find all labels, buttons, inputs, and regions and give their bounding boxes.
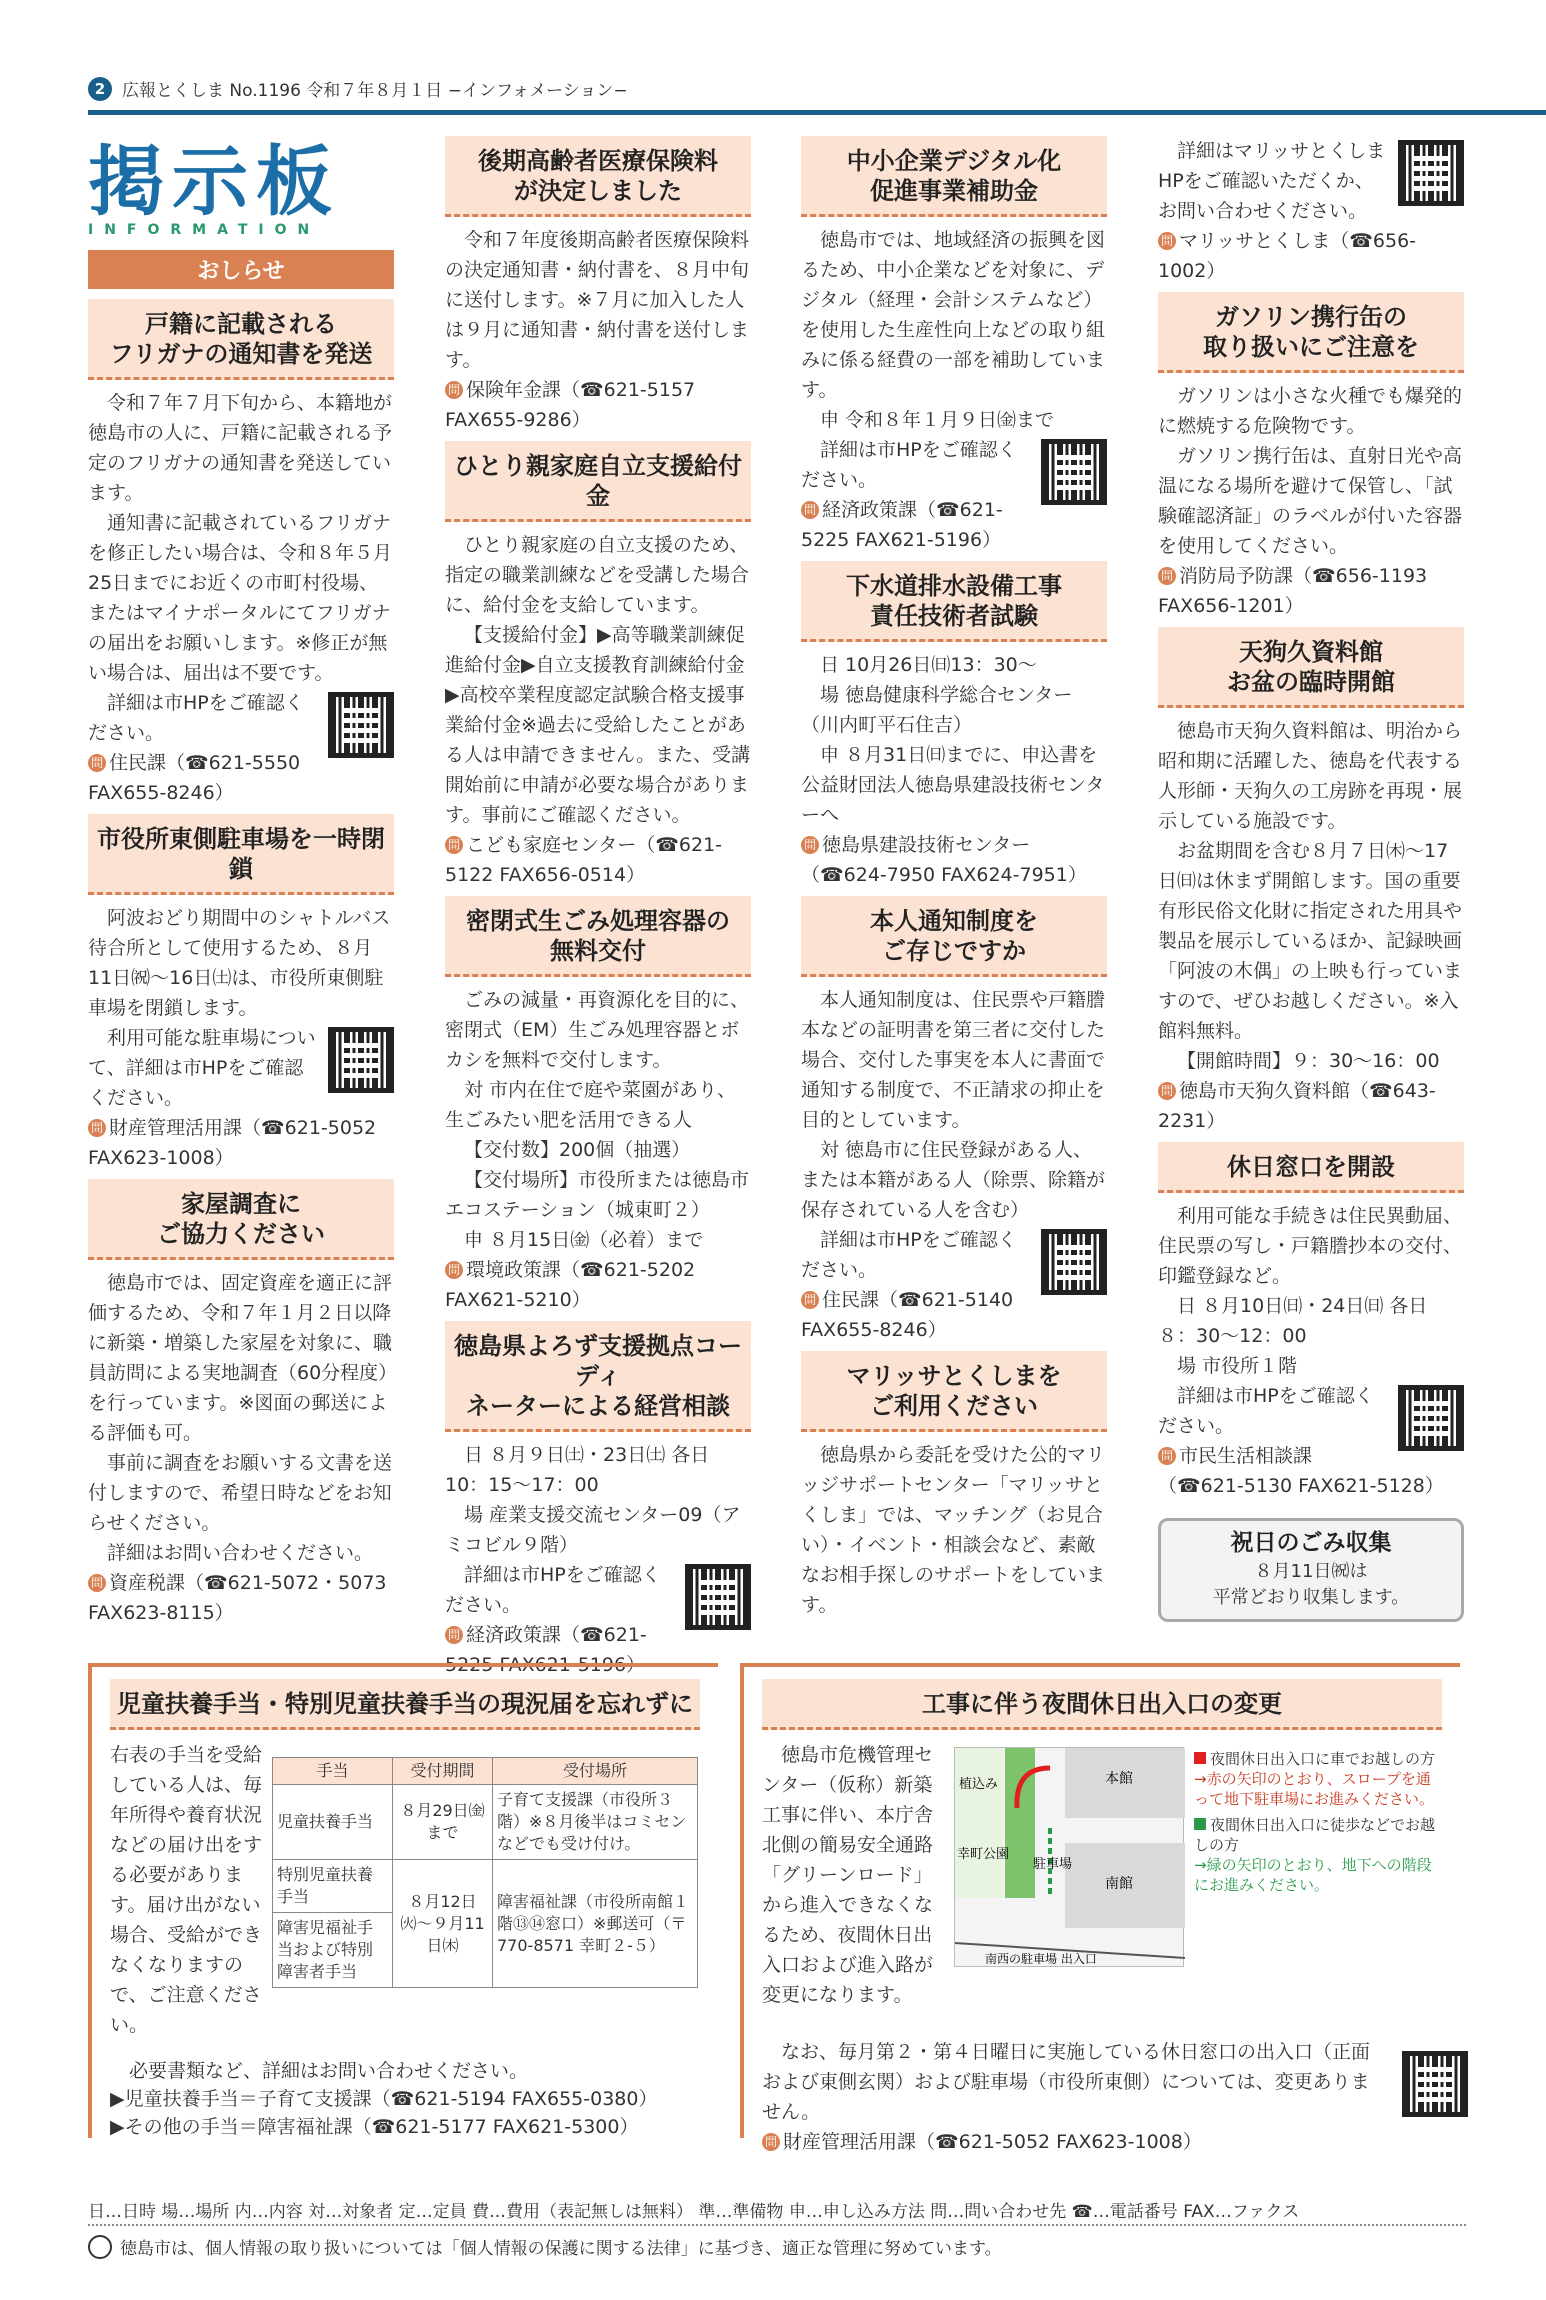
article-contact	[445, 375, 751, 435]
board-logo-sub: INFORMATION	[88, 222, 321, 238]
qr-code	[1402, 2051, 1468, 2117]
inquiry-icon: 問	[1158, 1447, 1176, 1465]
contact-text: 経済政策課（☎621-5225 FAX621-5196）	[445, 1624, 647, 1676]
article-paragraph: 詳細はお問い合わせください。	[107, 1542, 374, 1564]
entrance-contact: 財産管理活用課（☎621-5052 FAX623-1008）	[783, 2131, 1202, 2153]
article-title: 密閉式生ごみ処理容器の 無料交付	[445, 896, 751, 977]
inquiry-icon: 問	[1158, 567, 1176, 585]
article-contact	[801, 830, 1107, 890]
map-label: 南西の駐車場 出入口	[985, 1952, 1097, 1966]
article	[445, 136, 751, 435]
article-title: ひとり親家庭自立支援給付金	[445, 441, 751, 522]
entrance-text-2: なお、毎月第２・第４日曜日に実施している休日窓口の出入口（正面および東側玄関）および駐車場（市役所東側）については、変更ありません。	[762, 2041, 1371, 2123]
entrance-text: 徳島市危機管理センター（仮称）新築工事に伴い、本庁舎北側の簡易安全通路「グリーンロード」から進入できなくなるため、夜間休日出入口および進入路が変更になります。	[762, 1744, 934, 2006]
article-body	[1158, 381, 1464, 621]
article-paragraph: 対 徳島市に住民登録がある人、または本籍がある人（除票、除籍が保存されている人を含む）	[801, 1139, 1106, 1221]
contact-text: 徳島市天狗久資料館（☎643-2231）	[1158, 1080, 1436, 1132]
contact-text: 住民課（☎621-5550 FAX655-8246）	[88, 752, 301, 804]
article-body	[445, 1440, 751, 1680]
article-paragraph: 徳島市では、固定資産を適正に評価するため、令和７年１月２日以降に新築・増築した家屋を対象に、職員訪問による実地調査（60分程度）を行っています。※図面の郵送による評価も可。	[88, 1272, 393, 1444]
table-cell: 障害児福祉手当および特別障害者手当	[273, 1913, 393, 1988]
article-paragraph: 【交付数】200個（抽選）	[464, 1139, 691, 1161]
table-cell: 特別児童扶養手当	[273, 1860, 393, 1913]
article-paragraph: 申 令和８年１月９日㈮まで	[820, 409, 1055, 431]
inquiry-icon: 問	[1158, 1082, 1176, 1100]
allowance-contact-2: ▶その他の手当＝障害福祉課（☎621-5177 FAX621-5300）	[110, 2116, 639, 2138]
qr-code	[328, 692, 394, 758]
article	[88, 814, 394, 1173]
article-paragraph: 令和７年度後期高齢者医療保険料の決定通知書・納付書を、８月中旬に送付します。※７月に加入した人は９月に通知書・納付書を送付します。	[445, 229, 750, 371]
article	[445, 896, 751, 1315]
article	[1158, 627, 1464, 1136]
article-body	[801, 985, 1107, 1345]
article	[801, 136, 1107, 555]
article-contact	[445, 830, 751, 890]
inquiry-icon: 問	[801, 1291, 819, 1309]
legend-green-desc: →緑の矢印のとおり、地下への階段にお進みください。	[1194, 1856, 1432, 1894]
article-paragraph: 詳細は市HPをご確認ください。	[801, 439, 1017, 491]
article-paragraph: 詳細は市HPをご確認ください。	[1158, 1385, 1374, 1437]
entrance-title: 工事に伴う夜間休日出入口の変更	[762, 1679, 1442, 1730]
article-paragraph: 場 産業支援交流センター09（アミコビル９階）	[445, 1504, 741, 1556]
article-paragraph: 利用可能な手続きは住民異動届、住民票の写し・戸籍謄抄本の交付、印鑑登録など。	[1158, 1205, 1463, 1287]
article-title: 天狗久資料館 お盆の臨時開館	[1158, 627, 1464, 708]
park	[955, 1748, 1003, 1898]
contact-text: 住民課（☎621-5140 FAX655-8246）	[801, 1289, 1014, 1341]
th-allowance: 手当	[273, 1758, 393, 1785]
article-body	[88, 903, 394, 1173]
article-paragraph: 申 ８月31日㈰までに、申込書を公益財団法人徳島県建設技術センターへ	[801, 744, 1105, 826]
article	[801, 1351, 1107, 1620]
entrance-map	[954, 1747, 1184, 1967]
article-paragraph: ガソリンは小さな火種でも爆発的に燃焼する危険物です。	[1158, 385, 1463, 437]
article-paragraph: 詳細はマリッサとくしまHPをご確認いただくか、お問い合わせください。	[1158, 140, 1386, 222]
contact-text: 財産管理活用課（☎621-5052 FAX623-1008）	[88, 1117, 377, 1169]
article-contact	[1158, 561, 1464, 621]
article-paragraph: 【支援給付金】▶高等職業訓練促進給付金▶自立支援教育訓練給付金▶高校卒業程度認定試験合格支援事業給付金※過去に受給したことがある人は申請できません。また、受講開始前に申請が必要な場合があります。事前にご確認ください。	[445, 624, 751, 826]
map-label: 南館	[1105, 1876, 1133, 1892]
article	[445, 441, 751, 890]
article-paragraph: 詳細は市HPをご確認ください。	[88, 692, 304, 744]
th-place: 受付場所	[493, 1758, 698, 1785]
footer-legend: 日…日時 場…場所 内…内容 対…対象者 定…定員 費…費用（表記無しは無料） 準…準備物 申…申し込み方法 問…問い合わせ先 ☎…電話番号 FAX…ファクス	[88, 2202, 1300, 2222]
qr-code	[1398, 140, 1464, 206]
article-paragraph: ごみの減量・再資源化を目的に、密閉式（EM）生ごみ処理容器とボカシを無料で交付します。	[445, 989, 750, 1071]
column-4	[1158, 136, 1464, 1507]
page-number: 2	[88, 77, 112, 101]
article-body	[1158, 1201, 1464, 1501]
inquiry-icon: 問	[801, 836, 819, 854]
article-title: 市役所東側駐車場を一時閉鎖	[88, 814, 394, 895]
article-paragraph: 徳島市では、地域経済の振興を図るため、中小企業などを対象に、デジタル（経理・会計システムなど）を使用した生産性向上などの取り組みに係る経費の一部を補助しています。	[801, 229, 1106, 401]
entrance-box: 工事に伴う夜間休日出入口の変更 徳島市危機管理センター（仮称）新築工事に伴い、本庁舎北側の簡易安全通路「グリーンロード」から進入できなくなるため、夜間休日出入口および進入路が変更になります。 植込み 本館 幸町公園 駐車場 南館 南西の駐車場 出入口 夜間休日出入口に車でお越しの方 →赤の矢印のとおり、スロープを通って地下駐車場にお進みください。 夜間休日出入口に徒歩などでお越しの方 →緑の矢印のとおり、地下への階段にお進みください。 なお、毎月第２・第４日曜日に実施している休日窓口の出入口（正面および東側玄関）および駐車場（市役所東側）については、変更ありません。 問 財産管理活用課（☎621-5052 FAX623-1008）	[740, 1663, 1460, 2138]
article-contact	[88, 1568, 394, 1628]
article	[1158, 136, 1464, 286]
notice-body: ８月11日㈷は 平常どおり収集します。	[1212, 1561, 1410, 1608]
notice-title: 祝日のごみ収集	[1230, 1530, 1392, 1556]
header-text: 広報とくしま No.1196 令和７年８月１日 −インフォメーション−	[122, 81, 628, 101]
article-paragraph: 徳島県から委託を受けた公的マリッジサポートセンター「マリッサとくしま」では、マッチング（お見合い）・イベント・相談会など、素敵なお相手探しのサポートをしています。	[801, 1444, 1106, 1616]
article-contact	[1158, 1076, 1464, 1136]
legend-red: 夜間休日出入口に車でお越しの方	[1210, 1750, 1436, 1768]
footer-privacy	[88, 2234, 1002, 2259]
table-cell: 子育て支援課（市役所３階）※８月後半はコミセンなどでも受け付け。	[493, 1785, 698, 1860]
header-rule	[88, 110, 1546, 115]
contact-text: 消防局予防課（☎656-1193 FAX656-1201）	[1158, 565, 1428, 617]
inquiry-icon: 問	[88, 754, 106, 772]
map-label: 本館	[1105, 1771, 1133, 1787]
inquiry-icon: 問	[801, 501, 819, 519]
article-body	[801, 225, 1107, 555]
contact-text: 経済政策課（☎621-5225 FAX621-5196）	[801, 499, 1003, 551]
column-2	[445, 136, 751, 1686]
article-paragraph: 申 ８月15日㈮（必着）まで	[464, 1229, 704, 1251]
allowance-title: 児童扶養手当・特別児童扶養手当の現況届を忘れずに	[110, 1679, 700, 1730]
article-title: 戸籍に記載される フリガナの通知書を発送	[88, 299, 394, 380]
contact-text: 環境政策課（☎621-5202 FAX621-5210）	[445, 1259, 696, 1311]
qr-code	[1398, 1385, 1464, 1451]
article-body	[88, 1268, 394, 1628]
article-body	[1158, 716, 1464, 1136]
article-paragraph: 日 ８月９日㈯・23日㈯ 各日10：15〜17：00	[445, 1444, 710, 1496]
footer-rule	[88, 2224, 1466, 2226]
column-1	[88, 136, 394, 1634]
article-body	[88, 388, 394, 808]
th-period: 受付期間	[393, 1758, 493, 1785]
article-title: ガソリン携行缶の 取り扱いにご注意を	[1158, 292, 1464, 373]
inquiry-icon: 問	[445, 381, 463, 399]
article-title: 下水道排水設備工事 責任技術者試験	[801, 561, 1107, 642]
page-header	[88, 76, 628, 101]
inquiry-icon: 問	[445, 1626, 463, 1644]
article-title: 後期高齢者医療保険料 が決定しました	[445, 136, 751, 217]
inquiry-icon: 問	[88, 1119, 106, 1137]
contact-text: こども家庭センター（☎621-5122 FAX656-0514）	[445, 834, 723, 886]
article-body	[445, 225, 751, 435]
article-body	[1158, 136, 1464, 286]
article-body	[801, 1440, 1107, 1620]
contact-text: 資産税課（☎621-5072・5073 FAX623-8115）	[88, 1572, 387, 1624]
allowance-box	[88, 1663, 718, 2138]
article-title: 中小企業デジタル化 促進事業補助金	[801, 136, 1107, 217]
contact-text: マリッサとくしま（☎656-1002）	[1158, 230, 1417, 282]
article	[1158, 292, 1464, 621]
inquiry-icon: 問	[88, 1574, 106, 1592]
article-paragraph: 場 徳島健康科学総合センター（川内町平石住吉）	[801, 684, 1073, 736]
article	[801, 561, 1107, 890]
map-label: 幸町公園	[957, 1847, 1010, 1862]
map-graphic	[955, 1748, 1185, 1968]
article-paragraph: ガソリン携行缶は、直射日光や高温になる場所を避けて保管し、「試験確認済証」のラベルが付いた容器を使用してください。	[1158, 445, 1463, 557]
city-emblem-icon	[88, 2235, 112, 2259]
article-paragraph: 阿波おどり期間中のシャトルバス待合所として使用するため、８月11日㈷〜16日㈯は、市役所東側駐車場を閉鎖します。	[88, 907, 391, 1019]
article-contact	[88, 1113, 394, 1173]
allowance-contact-1: ▶児童扶養手当＝子育て支援課（☎621-5194 FAX655-0380）	[110, 2088, 658, 2110]
article-paragraph: 事前に調査をお願いする文書を送付しますので、希望日時などをお知らせください。	[88, 1452, 393, 1534]
article-paragraph: 令和７年７月下旬から、本籍地が徳島市の人に、戸籍に記載される予定のフリガナの通知書を発送しています。	[88, 392, 393, 504]
legend-red-desc: →赤の矢印のとおり、スロープを通って地下駐車場にお進みください。	[1194, 1770, 1435, 1808]
map-label: 植込み	[959, 1777, 999, 1792]
qr-code	[1041, 1229, 1107, 1295]
inquiry-icon: 問	[445, 1261, 463, 1279]
article	[445, 1321, 751, 1680]
qr-code	[1041, 439, 1107, 505]
article-paragraph: 【開館時間】９：30〜16：00	[1177, 1050, 1440, 1072]
article	[801, 896, 1107, 1345]
article	[1158, 1142, 1464, 1501]
table-cell: ８月29日㈮まで	[393, 1785, 493, 1860]
article-paragraph: 利用可能な駐車場について、詳細は市HPをご確認ください。	[88, 1027, 316, 1109]
garbage-notice	[1158, 1518, 1464, 1622]
article	[88, 1179, 394, 1628]
article-paragraph: お盆期間を含む８月７日㈭〜17日㈰は休まず開館します。国の重要有形民俗文化財に指定された用具や製品を展示しているほか、記録映画「阿波の木偶」の上映も行っていますので、ぜひお越しください。※入館料無料。	[1158, 840, 1463, 1042]
table-cell: 障害福祉課（市役所南館１階⑬⑭窓口）※郵送可（〒770-8571 幸町２-５）	[493, 1860, 698, 1988]
article-paragraph: 詳細は市HPをご確認ください。	[445, 1564, 661, 1616]
board-logo: 掲示板	[88, 137, 340, 226]
article-body	[445, 530, 751, 890]
article-title: 徳島県よろず支援拠点コーディ ネーターによる経営相談	[445, 1321, 751, 1432]
article-body	[445, 985, 751, 1315]
article-title: 本人通知制度を ご存じですか	[801, 896, 1107, 977]
article-paragraph: 通知書に記載されているフリガナを修正したい場合は、令和８年５月25日までにお近くの市町村役場、またはマイナポータルにてフリガナの届出をお願いします。※修正が無い場合は、届出は不要です。	[88, 512, 393, 684]
article-paragraph: 場 市役所１階	[1177, 1355, 1298, 1377]
allowance-note: 必要書類など、詳細はお問い合わせください。	[129, 2060, 529, 2082]
map-legend	[1194, 1749, 1444, 1895]
qr-code	[328, 1027, 394, 1093]
table-cell: ８月12日㈫〜９月11日㈭	[393, 1860, 493, 1988]
map-label: 駐車場	[1033, 1857, 1073, 1872]
contact-text: 保険年金課（☎621-5157 FAX655-9286）	[445, 379, 696, 431]
article-contact	[445, 1255, 751, 1315]
allowance-table	[272, 1757, 698, 1988]
privacy-text: 徳島市は、個人情報の取り扱いについては「個人情報の保護に関する法律」に基づき、適正な管理に努めています。	[120, 2239, 1002, 2259]
article-paragraph: 【交付場所】市役所または徳島市エコステーション（城東町２）	[445, 1169, 750, 1221]
contact-text: 徳島県建設技術センター（☎624-7950 FAX624-7951）	[801, 834, 1087, 886]
article-body	[801, 650, 1107, 890]
legend-green: 夜間休日出入口に徒歩などでお越しの方	[1194, 1816, 1436, 1854]
article-paragraph: ひとり親家庭の自立支援のため、指定の職業訓練などを受講した場合に、給付金を支給しています。	[445, 534, 750, 616]
article-paragraph: 日 10月26日㈰13：30〜	[820, 654, 1037, 676]
article-title: 休日窓口を開設	[1158, 1142, 1464, 1193]
allowance-text: 右表の手当を受給している人は、毎年所得や養育状況などの届け出をする必要があります。届け出がない場合、受給ができなくなりますので、ご注意ください。	[110, 1744, 263, 2036]
article-paragraph: 本人通知制度は、住民票や戸籍謄本などの証明書を第三者に交付した場合、交付した事実を本人に書面で通知する制度で、不正請求の抑止を目的としています。	[801, 989, 1106, 1131]
column-3	[801, 136, 1107, 1626]
article	[88, 299, 394, 808]
inquiry-icon: 問	[1158, 232, 1176, 250]
table-cell: 児童扶養手当	[273, 1785, 393, 1860]
article-title: 家屋調査に ご協力ください	[88, 1179, 394, 1260]
inquiry-icon: 問	[445, 836, 463, 854]
section-label: おしらせ	[88, 250, 394, 289]
contact-text: 市民生活相談課（☎621-5130 FAX621-5128）	[1158, 1445, 1444, 1497]
article-paragraph: 徳島市天狗久資料館は、明治から昭和期に活躍した、徳島を代表する人形師・天狗久の工房跡を再現・展示している施設です。	[1158, 720, 1463, 832]
article-paragraph: 対 市内在住で庭や菜園があり、生ごみたい肥を活用できる人	[445, 1079, 737, 1131]
article-paragraph: 日 ８月10日㈰・24日㈰ 各日８：30〜12：00	[1158, 1295, 1428, 1347]
article-paragraph: 詳細は市HPをご確認ください。	[801, 1229, 1017, 1281]
article-contact	[1158, 226, 1464, 286]
article-title: マリッサとくしまを ご利用ください	[801, 1351, 1107, 1432]
qr-code	[685, 1564, 751, 1630]
